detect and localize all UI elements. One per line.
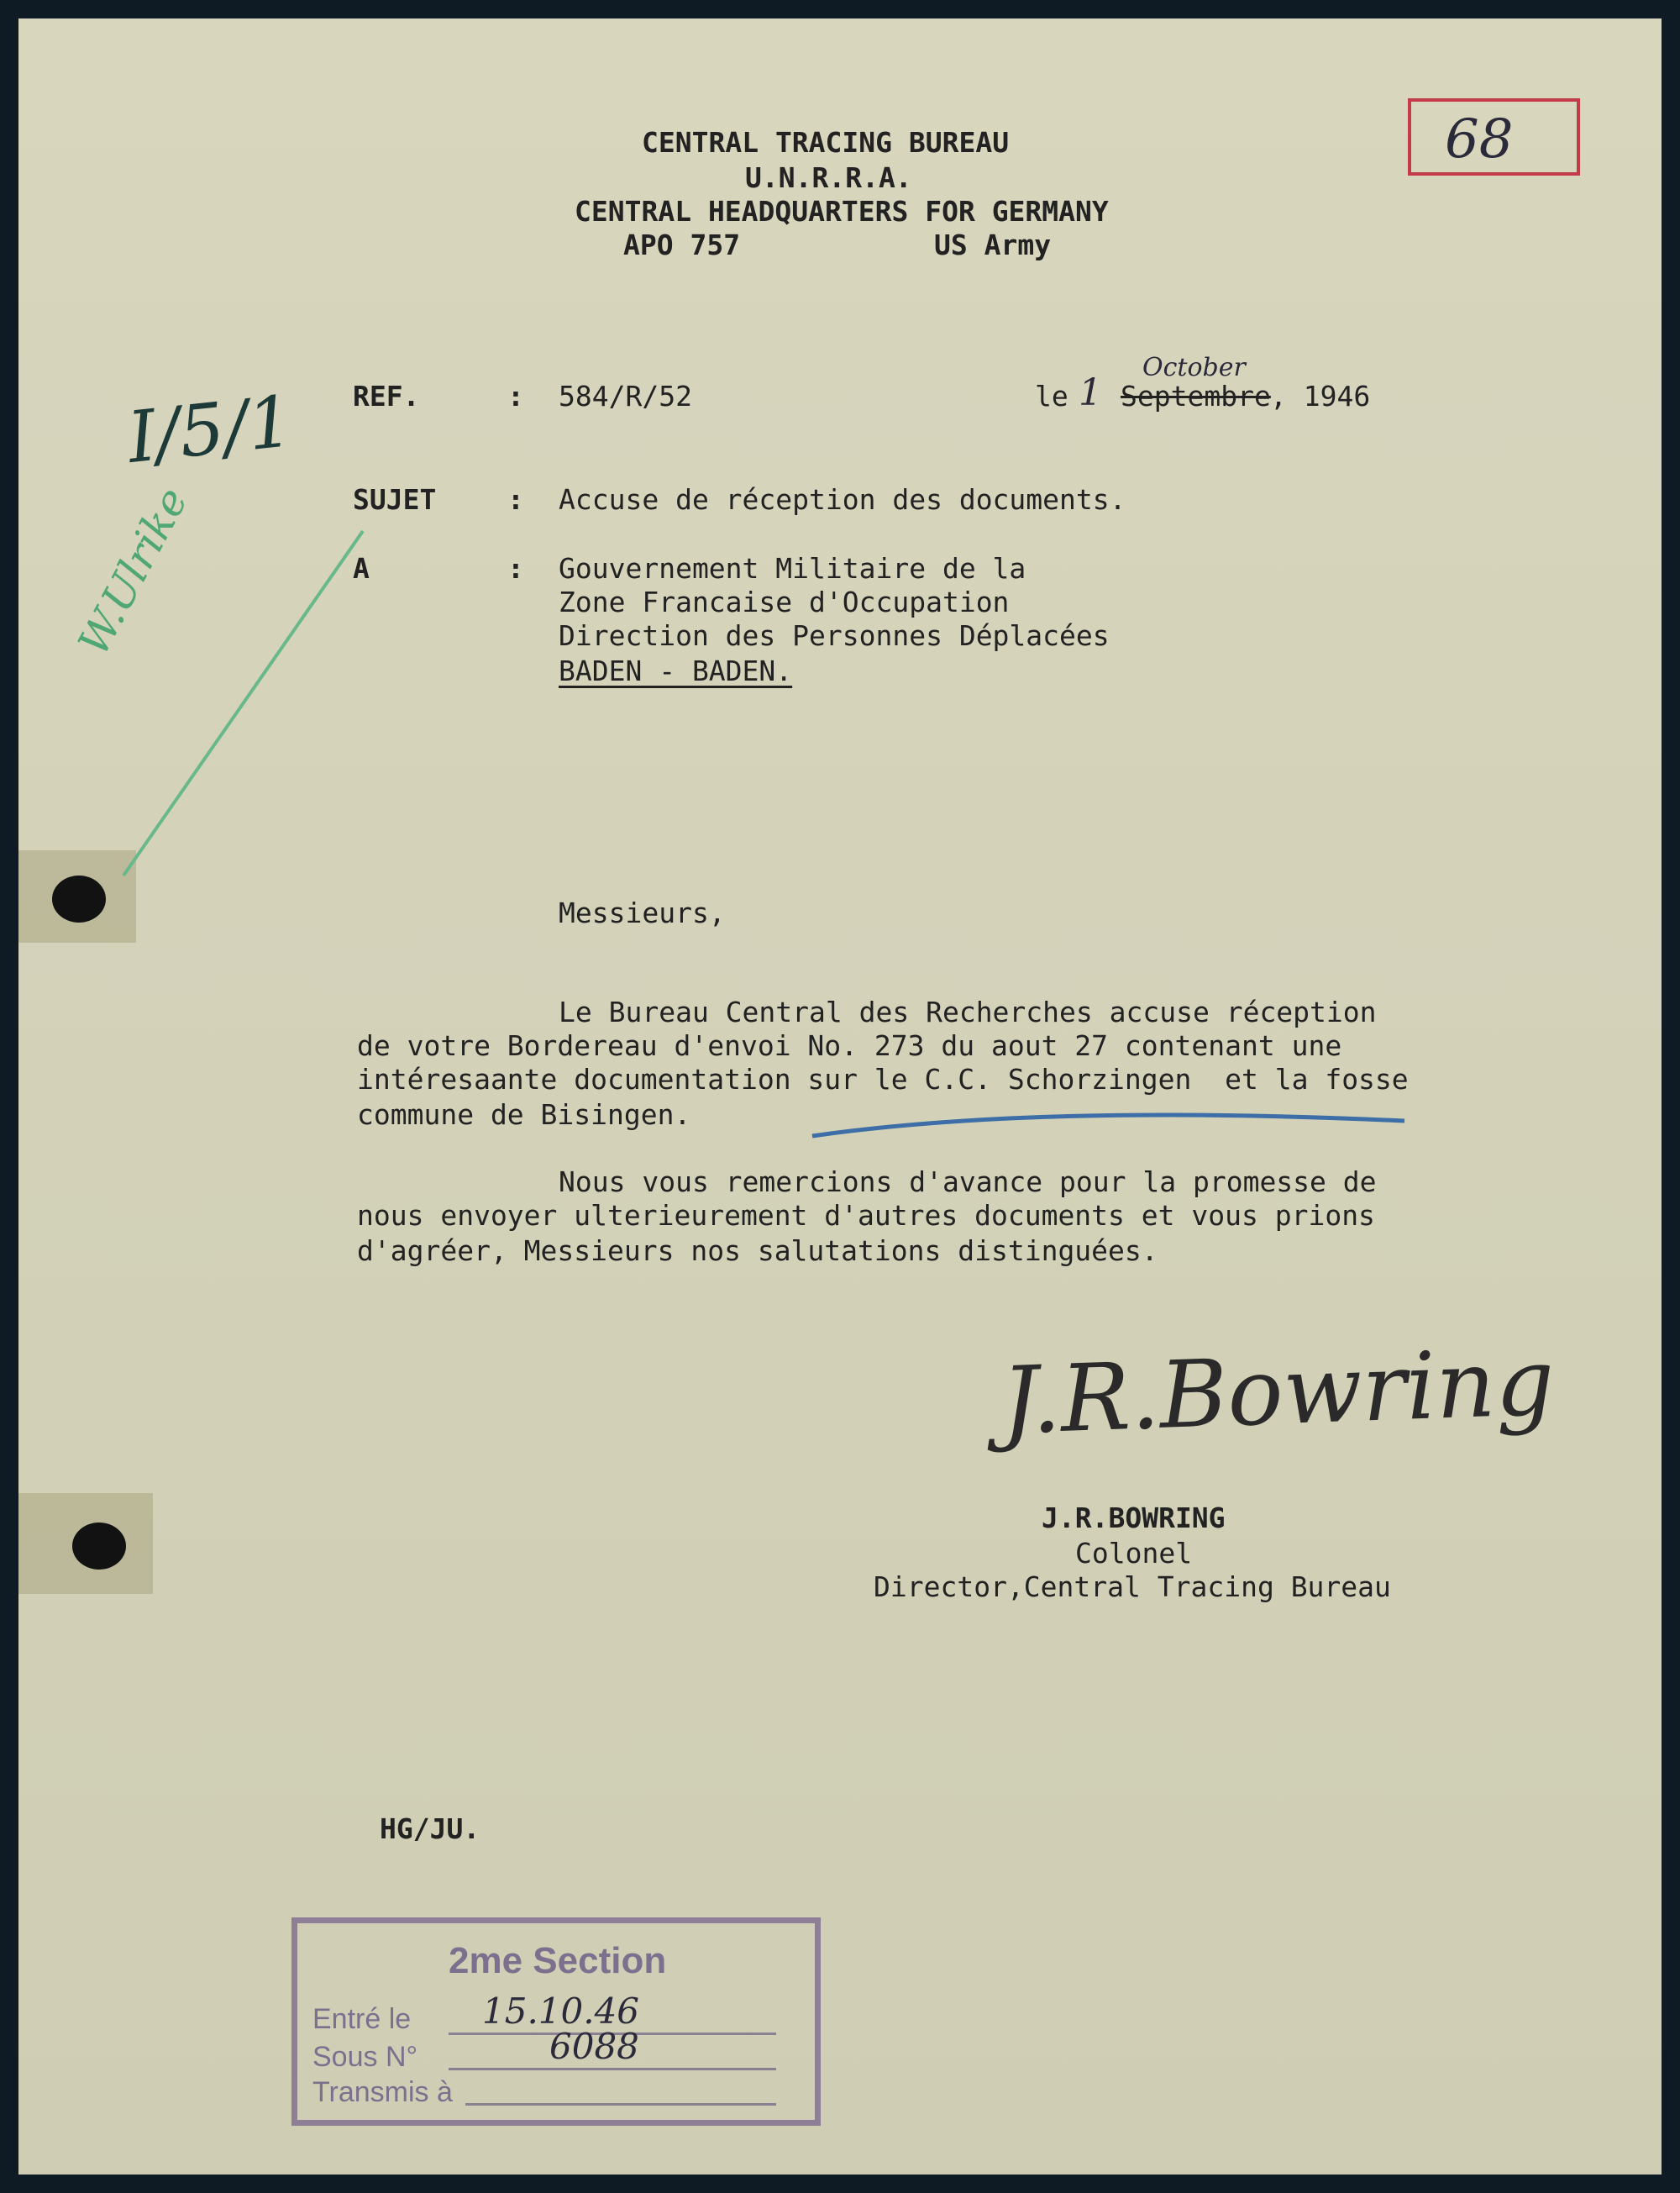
stamp-transmis-line xyxy=(465,2103,776,2106)
header-line-1: CENTRAL TRACING BUREAU xyxy=(642,126,1010,159)
salutation: Messieurs, xyxy=(559,897,726,929)
document-number-box xyxy=(1408,98,1580,176)
typist-initials: HG/JU. xyxy=(380,1812,480,1845)
ref-label: REF. xyxy=(353,380,420,413)
stamp-entre-label: Entré le xyxy=(312,2003,412,2035)
signatory-title: Director,Central Tracing Bureau xyxy=(874,1570,1391,1603)
paragraph-1-line-4: commune de Bisingen. xyxy=(357,1098,691,1131)
header-line-3: CENTRAL HEADQUARTERS FOR GERMANY xyxy=(575,195,1109,228)
registry-stamp xyxy=(291,1917,821,2126)
stamp-sous-line xyxy=(449,2068,776,2070)
handwritten-signature: J.R.Bowring xyxy=(999,1328,1557,1455)
recipient-line-1: Gouvernement Militaire de la xyxy=(559,552,1026,585)
recipient-line-4: BADEN - BADEN. xyxy=(559,655,793,687)
ref-value: 584/R/52 xyxy=(559,380,692,413)
paragraph-2-line-1: Nous vous remercions d'avance pour la promesse de xyxy=(559,1165,1377,1198)
recipient-line-3: Direction des Personnes Déplacées xyxy=(559,619,1110,652)
stamp-section: 2me Section xyxy=(449,1940,667,1981)
recipient-line-2: Zone Francaise d'Occupation xyxy=(559,586,1010,618)
header-army: US Army xyxy=(934,229,1052,261)
stamp-sous-value: 6088 xyxy=(549,2026,639,2067)
date-correction: October xyxy=(1142,353,1246,382)
header-apo: APO 757 xyxy=(623,229,741,261)
subject-label: SUJET xyxy=(353,483,437,516)
document-page xyxy=(18,18,1662,2175)
recipient-label: A xyxy=(353,552,370,585)
subject-colon: : xyxy=(507,483,524,516)
signatory-name: J.R.BOWRING xyxy=(1042,1501,1226,1534)
date-year: , 1946 xyxy=(1270,380,1371,413)
header-line-2: U.N.R.R.A. xyxy=(745,161,912,194)
stamp-transmis-label: Transmis à xyxy=(312,2076,453,2108)
stamp-entre-value: 15.10.46 xyxy=(482,1991,640,2032)
margin-signature: W.Ulrike xyxy=(69,479,197,664)
document-number: 68 xyxy=(1445,108,1514,171)
paragraph-1-line-2: de votre Bordereau d'envoi No. 273 du aout 27 contenant une xyxy=(357,1029,1342,1062)
signatory-rank: Colonel xyxy=(1075,1537,1193,1570)
ref-colon: : xyxy=(507,380,524,413)
punch-hole-bottom xyxy=(72,1522,126,1570)
paragraph-2-line-3: d'agréer, Messieurs nos salutations distinguées. xyxy=(357,1234,1158,1267)
date-month-struck: Septembre xyxy=(1121,380,1271,413)
margin-file-note: I/5/1 xyxy=(123,379,297,480)
blue-pencil-mark xyxy=(808,1102,1413,1153)
date-prefix: le xyxy=(1035,380,1068,413)
paragraph-2-line-2: nous envoyer ulterieurement d'autres documents et vous prions xyxy=(357,1199,1375,1232)
date-day: 1 xyxy=(1079,371,1102,414)
paragraph-1-line-3: intéresaante documentation sur le C.C. Schorzingen et la fosse xyxy=(357,1063,1409,1096)
stamp-sous-label: Sous N° xyxy=(312,2041,418,2073)
punch-hole-top xyxy=(52,876,106,923)
margin-green-line xyxy=(119,514,371,901)
subject-value: Accuse de réception des documents. xyxy=(559,483,1126,516)
recipient-colon: : xyxy=(507,552,524,585)
paragraph-1-line-1: Le Bureau Central des Recherches accuse réception xyxy=(559,996,1377,1028)
